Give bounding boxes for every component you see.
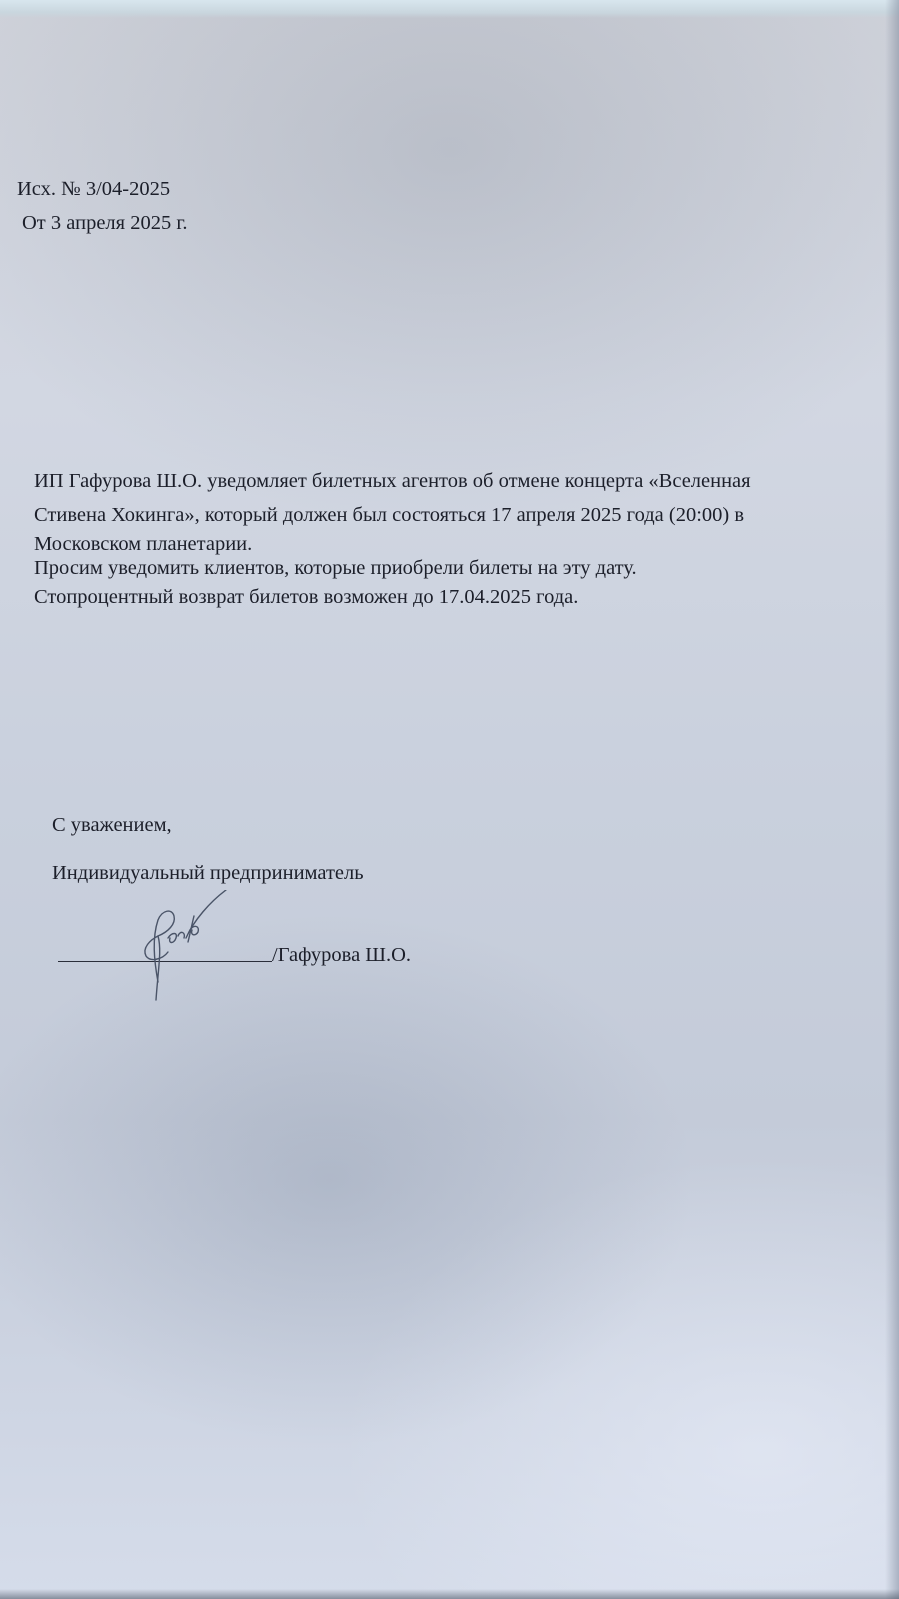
body-line-4: Просим уведомить клиентов, которые приобрели билеты на эту дату. xyxy=(34,557,637,579)
outgoing-reference-number: Исх. № 3/04-2025 xyxy=(17,178,171,200)
signer-name: /Гафурова Ш.О. xyxy=(272,944,412,966)
top-background-strip xyxy=(0,0,899,18)
body-line-2: Стивена Хокинга», который должен был состояться 17 апреля 2025 года (20:00) в xyxy=(34,504,745,526)
body-line-5: Стопроцентный возврат билетов возможен до 17.04.2025 года. xyxy=(34,586,579,608)
signer-position: Индивидуальный предприниматель xyxy=(52,862,364,884)
body-line-1: ИП Гафурова Ш.О. уведомляет билетных агентов об отмене концерта «Вселенная xyxy=(34,470,751,492)
right-shadow-edge xyxy=(885,0,899,1599)
outgoing-reference-date: От 3 апреля 2025 г. xyxy=(22,212,188,234)
bottom-shadow-edge xyxy=(0,1589,899,1599)
closing-phrase: С уважением, xyxy=(52,814,172,836)
handwritten-signature-icon xyxy=(128,890,238,1005)
body-line-3: Московском планетарии. xyxy=(34,533,253,555)
